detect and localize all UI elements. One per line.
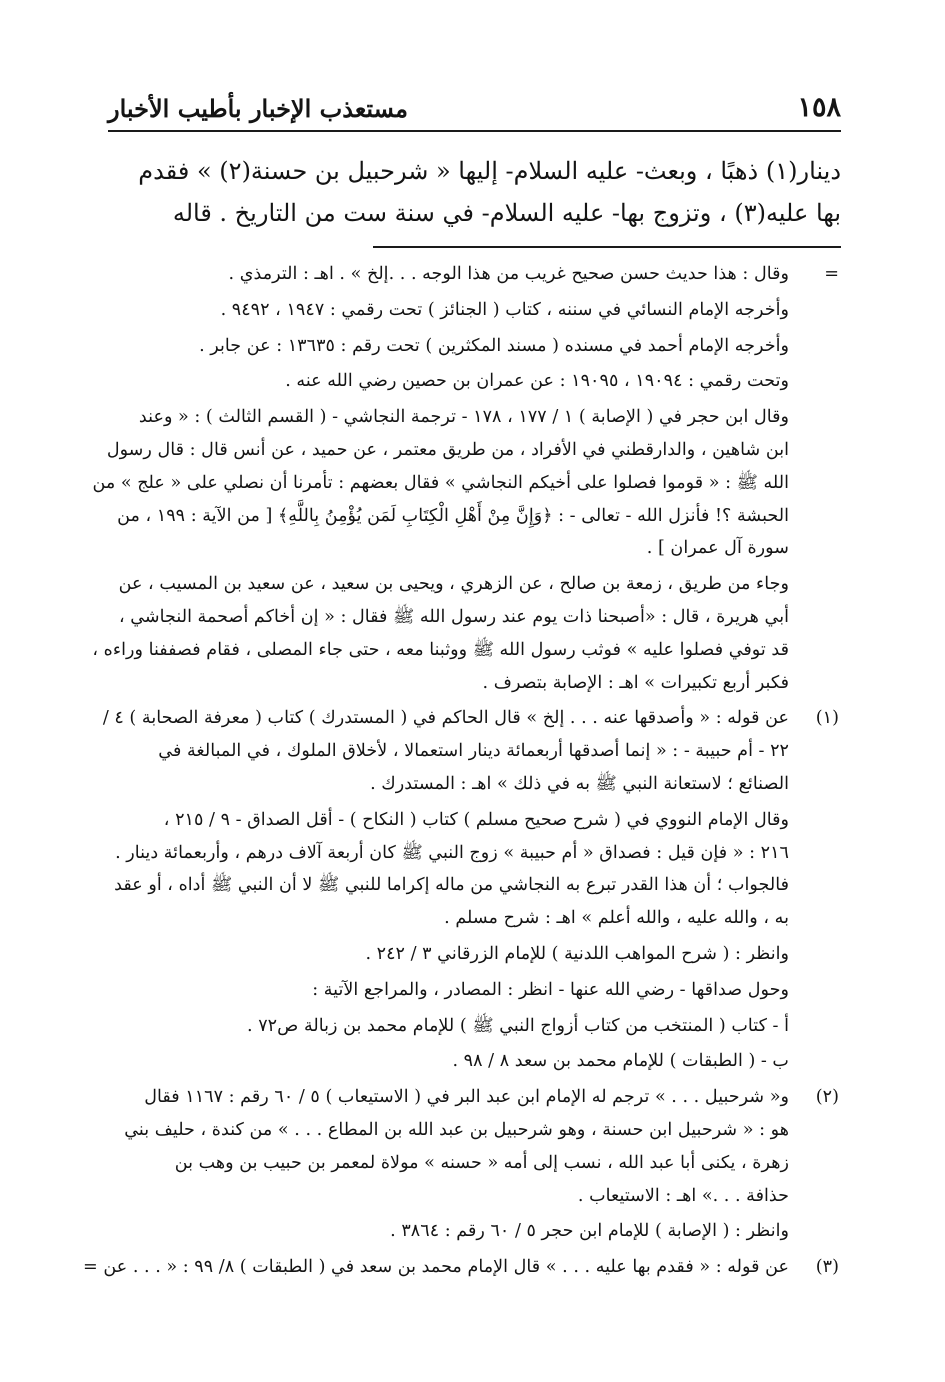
footnote-line: زهرة ، يكنى أبا عبد الله ، نسب إلى أمه « حسنه » مولاة لمعمر بن حبيب بن وهب بن <box>174 1152 789 1173</box>
main-text-line: بها عليه(٣) ، وتزوج بها- عليه السلام- في سنة ست من التاريخ . قاله <box>172 199 841 227</box>
footnote-line: الحبشة ؟! فأنزل الله - تعالى - : ﴿وَإِنَّ مِنْ أَهْلِ الْكِتَابِ لَمَن يُؤْمِنُ بِاللَّهِ﴾ [ من الآية : ١٩٩ ، من <box>117 505 789 526</box>
footnote-paragraph <box>92 568 789 699</box>
footnote-line: فكبر أربع تكبيرات » اهـ : الإصابة بتصرف . <box>482 672 789 693</box>
footnote-marker: (١) <box>815 708 839 729</box>
footnote-2 <box>104 1081 841 1248</box>
footnote-line: وأخرجه الإمام النسائي في سننه ، كتاب ( الجنائز ) تحت رقمي : ١٩٤٧ ، ٩٤٩٢ . <box>220 299 789 320</box>
footnote-line: وقال الإمام النووي في ( شرح صحيح مسلم ) كتاب ( النكاح ) - أقل الصداق - ٩ / ٢١٥ ، <box>163 809 789 830</box>
footnote-line: الصنائع ؛ لاستعانة النبي ﷺ به في ذلك » اهـ : المستدرك . <box>370 773 789 794</box>
footnote-line: وقال ابن حجر في ( الإصابة ) ١ / ١٧٧ ، ١٧٨ - ترجمة النجاشي - ( القسم الثالث ) : « وعند <box>138 407 789 428</box>
footnote-continuation <box>92 258 841 699</box>
footnote-paragraph <box>104 804 789 935</box>
footnote-paragraph <box>104 330 789 363</box>
footnote-marker: (٢) <box>815 1087 839 1108</box>
footnote-paragraph <box>104 1215 789 1248</box>
footnote-line: حذافة . . .» اهـ : الاستيعاب . <box>577 1185 789 1206</box>
footnote-paragraph <box>104 938 789 971</box>
footnote-paragraph <box>104 294 789 327</box>
footnote-line: وحول صداقها - رضي الله عنها - انظر : المصادر ، والمراجع الآتية : <box>312 979 789 1000</box>
footnote-marker: = <box>824 264 839 284</box>
footnote-1 <box>104 702 841 1078</box>
footnote-line: أبي هريرة ، قال : «أصبحنا ذات يوم عند رسول الله ﷺ فقال : « إن أخاكم أصحمة النجاشي ، <box>119 606 789 627</box>
footnote-line: سورة آل عمران ] . <box>646 538 789 559</box>
main-text-line: دينار(١) ذهبًا ، وبعث- عليه السلام- إليها « شرحبيل بن حسنة(٢) » فقدم <box>138 157 841 185</box>
footnote-paragraph <box>83 1251 789 1284</box>
footnote-separator <box>373 246 841 248</box>
footnote-paragraph <box>104 974 789 1007</box>
footnote-paragraph <box>104 258 789 291</box>
footnote-line: وأخرجه الإمام أحمد في مسنده ( مسند المكثرين ) تحت رقم : ١٣٦٣٥ : عن جابر . <box>199 335 789 356</box>
footnote-line: ٢٢ - أم حبيبة - : « إنما أصدقها أربعمائة دينار استعمالا ، لأخلاق الملوك ، في المبالغة في <box>158 741 789 762</box>
footnote-line: وجاء من طريق ، زمعة بن صالح ، عن الزهري ، ويحيى بن سعيد ، عن سعيد بن المسيب ، عن <box>118 574 789 595</box>
footnote-paragraph <box>92 401 789 565</box>
page-number: ١٥٨ <box>797 92 841 123</box>
footnote-line: فالجواب ؛ أن هذا القدر تبرع به النجاشي من ماله إكراما للنبي ﷺ لا أن النبي ﷺ أداه ، أو عقد <box>114 875 789 896</box>
header-rule <box>108 130 841 132</box>
footnote-line: ٢١٦ : « فإن قيل : فصداق « أم حبيبة » زوج النبي ﷺ كان أربعة آلاف درهم ، وأربعمائة دينار . <box>115 842 789 863</box>
footnotes-section <box>83 258 841 1287</box>
footnote-paragraph <box>104 1081 789 1212</box>
footnote-line: الله ﷺ : « قوموا فصلوا على أخيكم النجاشي » فقال بعضهم : تأمرنا أن نصلي على « علج » من <box>92 472 789 493</box>
page-header <box>108 88 841 132</box>
footnote-line: وقال : هذا حديث حسن صحيح غريب من هذا الوجه . . .إلخ » . اهـ : الترمذي . <box>228 264 789 284</box>
footnote-line: وتحت رقمي : ١٩٠٩٤ ، ١٩٠٩٥ : عن عمران بن حصين رضي الله عنه . <box>285 371 789 392</box>
footnote-line: عن قوله : « فقدم بها عليه . . . » قال الإمام محمد بن سعد في ( الطبقات ) ٨/ ٩٩ : « . . . عن = <box>83 1257 789 1278</box>
footnote-line: قد توفي فصلوا عليه » فوثب رسول الله ﷺ ووثبنا معه ، حتى جاء المصلى ، فقام فصففنا وراءه ، <box>92 639 789 660</box>
footnote-line: و« شرحبيل . . . » ترجم له الإمام ابن عبد البر في ( الاستيعاب ) ٥ / ٦٠ رقم : ١١٦٧ فقال <box>144 1087 789 1108</box>
footnote-line: هو : « شرحبيل ابن حسنة ، وهو شرحبيل بن عبد الله بن المطاع . . . » من كندة ، حليف بني <box>124 1119 789 1140</box>
footnote-line: وانظر : ( شرح المواهب اللدنية ) للإمام الزرقاني ٣ / ٢٤٢ . <box>365 943 789 964</box>
footnote-paragraph <box>104 1010 789 1043</box>
footnote-line: عن قوله : « وأصدقها عنه . . . إلخ » قال الحاكم في ( المستدرك ) كتاب ( معرفة الصحابة ) ٤ / <box>102 708 789 729</box>
main-text <box>104 150 841 234</box>
footnote-3 <box>83 1251 841 1284</box>
footnote-line: وانظر : ( الإصابة ) للإمام ابن حجر ٥ / ٦٠ رقم : ٣٨٦٤ . <box>390 1221 789 1242</box>
footnote-paragraph <box>104 1045 789 1078</box>
footnote-line: أ - كتاب ( المنتخب من كتاب أزواج النبي ﷺ ) للإمام محمد بن زبالة ص٧٢ . <box>247 1015 789 1036</box>
footnote-line: ابن شاهين ، والدارقطني في الأفراد ، من طريق معتمر ، عن حميد ، عن أنس قال : قال رسول <box>106 439 789 460</box>
footnote-marker: (٣) <box>815 1257 839 1278</box>
footnote-line: به ، والله عليه ، والله أعلم » اهـ : شرح مسلم . <box>444 908 789 929</box>
footnote-paragraph <box>104 365 789 398</box>
footnote-paragraph <box>104 702 789 800</box>
running-title: مستعذب الإخبار بأطيب الأخبار <box>108 94 408 123</box>
footnote-line: ب - ( الطبقات ) للإمام محمد بن سعد ٨ / ٩٨ . <box>452 1051 789 1072</box>
